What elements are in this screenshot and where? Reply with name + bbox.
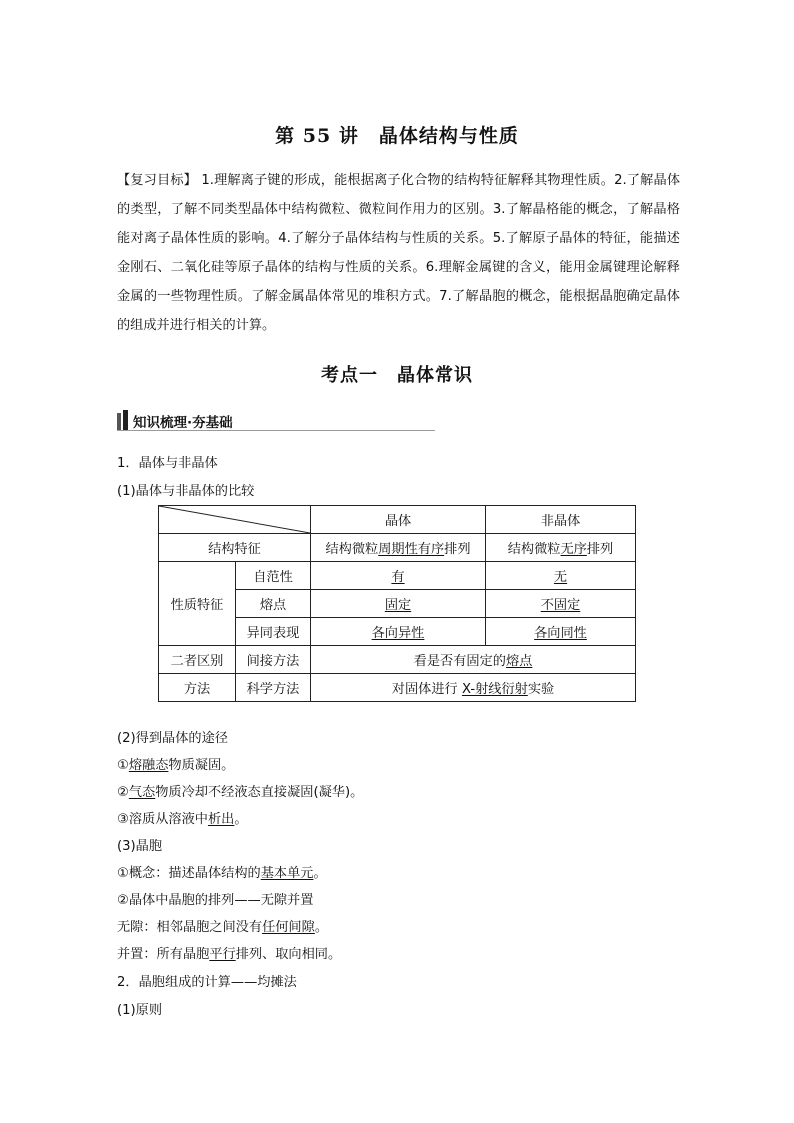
list-answer: 任何间隙 — [262, 920, 315, 935]
cell-answer: 各向同性 — [534, 626, 587, 641]
cell-self-shaping-crystal — [311, 562, 486, 590]
subheading-ways: (2)得到晶体的途径 — [117, 731, 228, 746]
cell-answer: 无序 — [560, 542, 587, 557]
list-answer: 基本单元 — [260, 866, 314, 881]
list-text: 。 — [234, 812, 248, 827]
cell-melting-noncrystal — [486, 590, 636, 618]
subheading-principle: (1)原则 — [117, 1003, 163, 1018]
table-row — [159, 534, 636, 562]
diagonal-line-icon — [159, 506, 310, 533]
cell-melting-crystal — [311, 590, 486, 618]
list-item: ②晶体中晶胞的排列——无隙并置 — [117, 893, 314, 908]
table-row — [159, 562, 636, 590]
subheading-unit-cell: (3)晶胞 — [117, 839, 163, 854]
banner-bar-icon — [117, 413, 121, 430]
cell-answer: 不固定 — [540, 598, 581, 613]
cell-anisotropy-crystal — [311, 618, 486, 646]
cell-text: 结构微粒 — [507, 542, 561, 557]
list-item — [117, 781, 363, 800]
row-label-self-shaping: 自范性 — [236, 562, 311, 590]
cell-answer: 固定 — [384, 598, 412, 613]
cell-answer: 周期性有序 — [378, 542, 445, 557]
list-text: ① — [117, 758, 129, 773]
list-item — [117, 862, 327, 881]
list-text: 物质冷却不经液态直接凝固(凝华)。 — [155, 785, 364, 800]
list-answer: 熔融态 — [128, 758, 169, 773]
list-item — [117, 916, 328, 935]
cell-scientific-method — [311, 674, 636, 702]
list-item — [117, 808, 248, 827]
row-label-anisotropy: 异同表现 — [236, 618, 311, 646]
table-row — [159, 674, 636, 702]
cell-structure-crystal — [311, 534, 486, 562]
row-label-structure: 结构特征 — [159, 534, 311, 562]
table-row — [159, 506, 636, 534]
row-label-indirect-method: 间接方法 — [236, 646, 311, 674]
list-text: 。 — [314, 920, 328, 935]
section-title: 考点一 晶体常识 — [321, 365, 473, 386]
list-text: ② — [117, 785, 129, 800]
diagonal-header-cell — [159, 506, 311, 534]
cell-self-shaping-noncrystal — [486, 562, 636, 590]
knowledge-banner — [117, 408, 435, 431]
list-text: ③溶质从溶液中 — [117, 812, 208, 827]
row-label-properties: 性质特征 — [159, 562, 236, 646]
cell-answer: 无 — [553, 570, 568, 585]
review-goals-label: 【复习目标】 — [117, 173, 198, 188]
list-text: 无隙：相邻晶胞之间没有 — [117, 920, 263, 935]
cell-answer: X-射线衍射 — [461, 682, 528, 697]
cell-answer: 各向异性 — [371, 626, 425, 641]
row-label-difference: 二者区别 — [159, 646, 236, 674]
cell-answer: 有 — [391, 570, 405, 585]
cell-text: 排列 — [586, 542, 614, 557]
heading-unit-cell-calc: 2．晶胞组成的计算——均摊法 — [117, 975, 297, 990]
list-answer: 气态 — [128, 785, 156, 800]
cell-text: 排列 — [444, 542, 471, 557]
cell-indirect-method — [311, 646, 636, 674]
header-noncrystal: 非晶体 — [486, 506, 636, 534]
list-answer: 析出 — [207, 812, 235, 827]
list-answer: 平行 — [209, 947, 236, 962]
list-text: 排列、取向相同。 — [235, 947, 342, 962]
row-label-melting-point: 熔点 — [236, 590, 311, 618]
list-text: 。 — [313, 866, 327, 881]
header-crystal: 晶体 — [311, 506, 486, 534]
cell-text: 结构微粒 — [325, 542, 379, 557]
review-goals-text: 1.理解离子键的形成，能根据离子化合物的结构特征解释其物理性质。2.了解晶体的类型，了解不同类型晶体中结构微粒、微粒间作用力的区别。3.了解晶格能的概念，了解晶格能对离子晶体性质的影响。4.了解分子晶体结构与性质的关系。5.了解原子晶体的特征，能描述金刚石、二氧化硅等原子晶体的结构与性质的关系。6.理解金属键的含义，能用金属键理论解释金属的一些物理性质。了解金属晶体常见的堆积方式。7.了解晶胞的概念，能根据晶胞确定晶体的组成并进行相关的计算。 — [117, 173, 681, 333]
review-goals — [117, 166, 680, 340]
row-label-method: 方法 — [159, 674, 236, 702]
cell-answer: 熔点 — [505, 654, 533, 669]
heading-crystal-vs-noncrystal: 1．晶体与非晶体 — [117, 456, 218, 471]
list-text: 并置：所有晶胞 — [117, 947, 210, 962]
list-item — [117, 754, 234, 773]
cell-text: 看是否有固定的 — [413, 654, 506, 669]
banner-bar-icon — [123, 410, 128, 430]
list-text: ①概念：描述晶体结构的 — [117, 866, 261, 881]
subheading-comparison: (1)晶体与非晶体的比较 — [117, 484, 255, 499]
row-label-scientific-method: 科学方法 — [236, 674, 311, 702]
list-item — [117, 943, 341, 962]
page-title: 第 55 讲 晶体结构与性质 — [275, 125, 519, 147]
cell-text: 对固体进行 — [391, 682, 462, 697]
banner-label: 知识梳理·夯基础 — [133, 415, 233, 431]
cell-text: 实验 — [527, 682, 555, 697]
table-row — [159, 646, 636, 674]
comparison-table — [158, 505, 636, 702]
list-text: 物质凝固。 — [168, 758, 235, 773]
cell-structure-noncrystal — [486, 534, 636, 562]
cell-anisotropy-noncrystal — [486, 618, 636, 646]
